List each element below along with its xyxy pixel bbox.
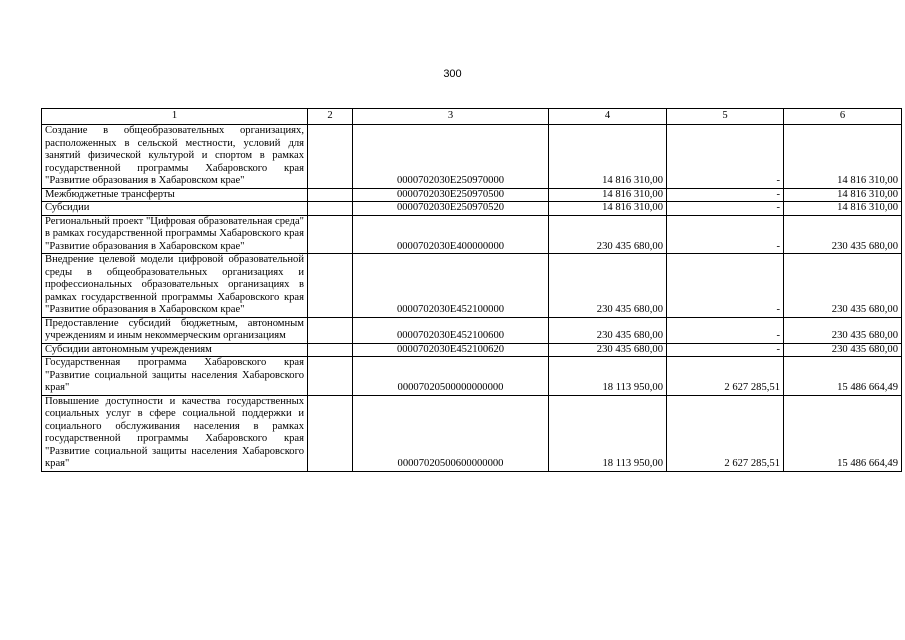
row-col2 [308,202,353,216]
row-code: 0000702030Е452100600 [353,317,549,343]
row-code: 0000702030Е250970520 [353,202,549,216]
row-col2 [308,125,353,189]
column-header-6: 6 [784,109,902,125]
header-row [42,109,902,125]
row-name: Межбюджетные трансферты [42,188,308,202]
row-code: 00007020500000000000 [353,357,549,396]
row-amount-6: 14 816 310,00 [784,188,902,202]
column-header-3: 3 [353,109,549,125]
row-amount-6: 14 816 310,00 [784,202,902,216]
row-amount-5: - [667,125,784,189]
column-header-4: 4 [549,109,667,125]
row-amount-5: - [667,254,784,318]
row-amount-5: - [667,343,784,357]
table-row [42,188,902,202]
row-name: Внедрение целевой модели цифровой образовательной среды в общеобразовательных организациях и профессиональных образовательных организациях в рамках государственной программы Хабаровского края "Развитие образования в Хабаровском крае" [42,254,308,318]
row-col2 [308,343,353,357]
row-code: 0000702030Е250970000 [353,125,549,189]
row-col2 [308,317,353,343]
table-row [42,254,902,318]
table-row [42,343,902,357]
row-amount-4: 230 435 680,00 [549,317,667,343]
row-name: Субсидии автономным учреждениям [42,343,308,357]
row-name: Государственная программа Хабаровского края "Развитие социальной защиты населения Хабаровского края" [42,357,308,396]
table-row [42,317,902,343]
column-header-2: 2 [308,109,353,125]
row-amount-4: 18 113 950,00 [549,395,667,471]
table-row [42,357,902,396]
row-name: Субсидии [42,202,308,216]
row-name: Создание в общеобразовательных организациях, расположенных в сельской местности, условий для занятий физической культурой и спортом в рамках государственной программы Хабаровского края "Развитие образования в Хабаровском крае" [42,125,308,189]
row-code: 00007020500600000000 [353,395,549,471]
row-amount-6: 230 435 680,00 [784,343,902,357]
row-amount-6: 15 486 664,49 [784,357,902,396]
table-row [42,125,902,189]
row-amount-5: - [667,188,784,202]
row-amount-6: 15 486 664,49 [784,395,902,471]
row-amount-4: 230 435 680,00 [549,343,667,357]
budget-table [41,108,902,472]
row-col2 [308,188,353,202]
row-amount-4: 14 816 310,00 [549,188,667,202]
row-amount-5: - [667,215,784,254]
row-col2 [308,357,353,396]
row-code: 0000702030Е250970500 [353,188,549,202]
row-amount-6: 230 435 680,00 [784,254,902,318]
row-amount-4: 230 435 680,00 [549,215,667,254]
row-amount-5: - [667,202,784,216]
row-amount-6: 14 816 310,00 [784,125,902,189]
row-col2 [308,254,353,318]
row-amount-4: 14 816 310,00 [549,202,667,216]
row-col2 [308,395,353,471]
column-header-5: 5 [667,109,784,125]
page-number: 300 [443,68,462,80]
row-amount-5: 2 627 285,51 [667,357,784,396]
row-code: 0000702030Е452100000 [353,254,549,318]
row-name: Предоставление субсидий бюджетным, автономным учреждениям и иным некоммерческим организациям [42,317,308,343]
row-amount-5: - [667,317,784,343]
row-amount-5: 2 627 285,51 [667,395,784,471]
row-amount-4: 14 816 310,00 [549,125,667,189]
row-code: 0000702030Е400000000 [353,215,549,254]
row-amount-4: 230 435 680,00 [549,254,667,318]
row-amount-4: 18 113 950,00 [549,357,667,396]
row-amount-6: 230 435 680,00 [784,317,902,343]
table-row [42,215,902,254]
table-row [42,395,902,471]
row-amount-6: 230 435 680,00 [784,215,902,254]
column-header-1: 1 [42,109,308,125]
table-row [42,202,902,216]
row-name: Региональный проект "Цифровая образовательная среда" в рамках государственной программы Хабаровского края "Развитие образования в Хабаровском крае" [42,215,308,254]
row-code: 0000702030Е452100620 [353,343,549,357]
row-name: Повышение доступности и качества государственных социальных услуг в сфере социальной поддержки и социального обслуживания населения в рамках государственной программы Хабаровского края "Развитие социальной защиты населения Хабаровского края" [42,395,308,471]
row-col2 [308,215,353,254]
